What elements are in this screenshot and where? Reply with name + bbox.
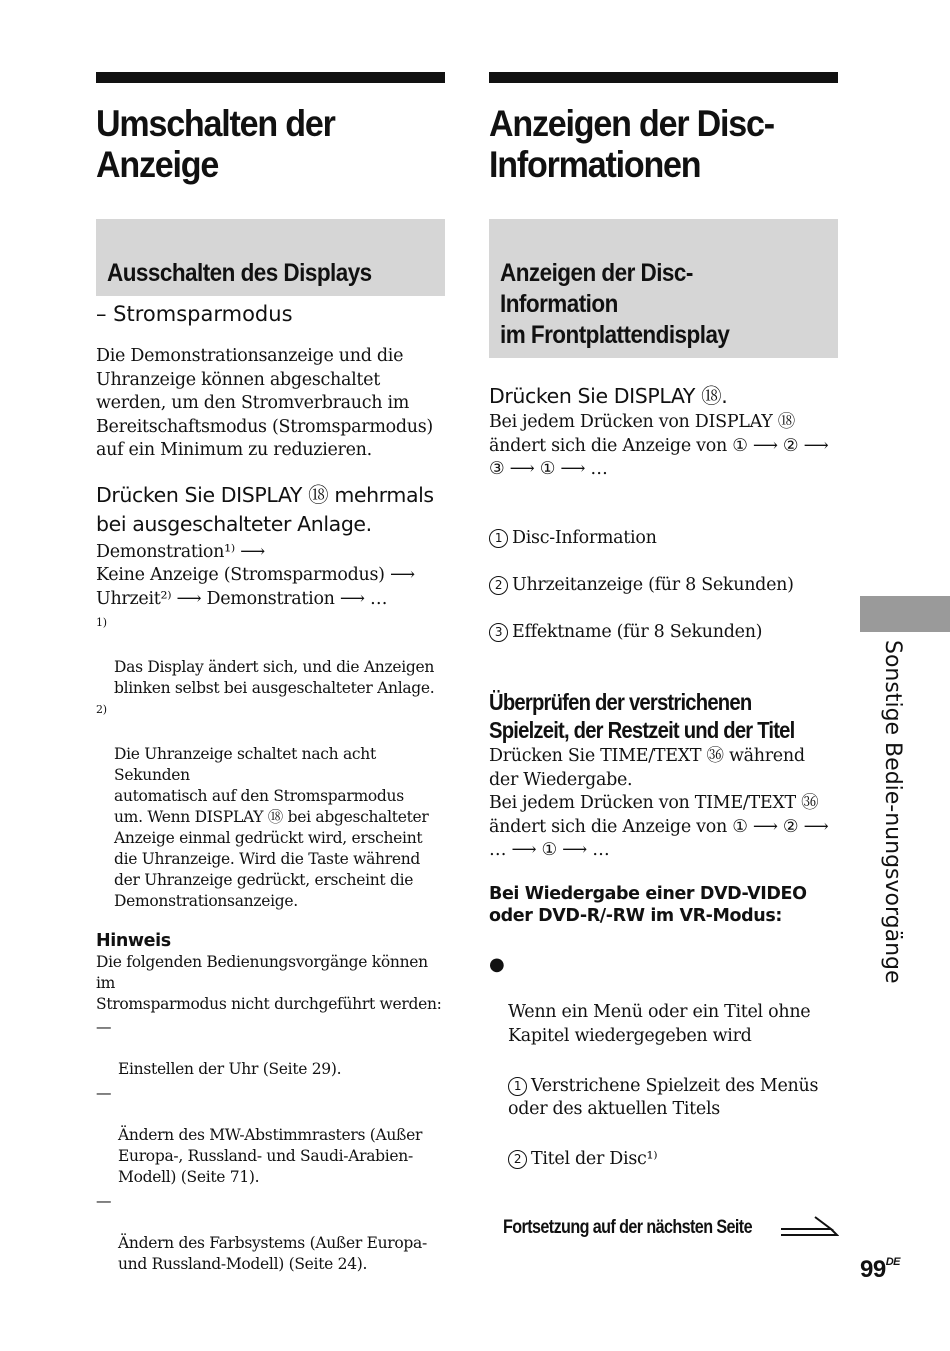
footnote-marker: 1) <box>96 616 107 629</box>
footnote-1 <box>96 615 445 699</box>
continue-arrow-icon <box>779 1215 839 1241</box>
info-item <box>489 574 838 598</box>
circled-number: 2 <box>508 1150 527 1169</box>
dvd-item-text: Titel der Disc¹⁾ <box>531 1149 658 1169</box>
title-rule <box>489 72 838 83</box>
left-section-heading-text: Ausschalten des Displays <box>107 259 372 287</box>
note-block <box>96 952 445 1275</box>
dvd-item <box>489 1075 838 1122</box>
dvd-item-text: Verstrichene Spielzeit des Menüs oder des aktuellen Titels <box>508 1075 819 1119</box>
footnote-text: Die Uhranzeige schaltet nach acht Sekunden automatisch auf den Stromsparmodus um. Wenn DISPLAY ⑱ bei abgeschalteter Anzeige einmal gedrückt wird, erscheint die Uhranzeige. Wird die Taste während der Uhranzeige gedrückt, erscheint die Demonstrationsanzeige. <box>114 745 429 910</box>
left-column <box>96 72 445 1275</box>
info-item-text: Effektname (für 8 Sekunden) <box>512 622 763 642</box>
right-title: Anzeigen der Disc- Informationen <box>489 103 774 185</box>
page-number <box>860 1247 900 1285</box>
dash-marker: — <box>96 1084 112 1102</box>
left-title: Umschalten der Anzeige <box>96 103 335 185</box>
left-footnotes <box>96 615 445 912</box>
left-sequence: Demonstration¹⁾ ⟶ Keine Anzeige (Stromsparmodus) ⟶ Uhrzeit²⁾ ⟶ Demonstration ⟶ … <box>96 541 415 609</box>
note-item-text: Ändern des Farbsystems (Außer Europa- und Russland-Modell) (Seite 24). <box>118 1234 427 1273</box>
continued-label: Fortsetzung auf der nächsten Seite <box>503 1217 752 1238</box>
info-list <box>489 504 838 669</box>
circled-number: 3 <box>489 623 508 642</box>
right-step-desc: Bei jedem Drücken von DISPLAY ⑱ ändert sich die Anzeige von ① ⟶ ② ⟶ ③ ⟶ ① ⟶ … <box>489 412 829 479</box>
info-item-text: Disc-Information <box>512 528 657 548</box>
dvd-bullet-text: Wenn ein Menü oder ein Titel ohne Kapitel wiedergegeben wird <box>508 1002 811 1046</box>
left-intro: Die Demonstrationsanzeige und die Uhranzeige können abgeschaltet werden, um den Stromverbrauch im Bereitschaftsmodus (Stromsparmodus) auf ein Minimum zu reduzieren. <box>96 346 433 460</box>
title-rule <box>96 72 445 83</box>
dvd-item <box>489 1148 838 1172</box>
circled-number: 1 <box>508 1077 527 1096</box>
circled-number: 1 <box>489 529 508 548</box>
dash-marker: — <box>96 1018 112 1036</box>
note-item-text: Einstellen der Uhr (Seite 29). <box>118 1060 342 1078</box>
dash-marker: — <box>96 1192 112 1210</box>
dvd-bullet <box>489 954 838 1048</box>
continued-notice <box>503 1213 843 1243</box>
note-item <box>96 1083 445 1188</box>
dvd-block <box>489 931 838 1196</box>
side-tab-marker <box>860 596 950 632</box>
side-tab-label-text: Sonstige Bedie-nungsvorgänge <box>880 640 905 984</box>
footnote-marker: 2) <box>96 703 107 716</box>
left-section-heading <box>96 219 445 296</box>
dvd-heading: Bei Wiedergabe einer DVD-VIDEO oder DVD-R/-RW im VR-Modus: <box>489 883 807 926</box>
left-section-sub: – Stromsparmodus <box>96 302 293 326</box>
side-tab-label <box>876 640 906 1000</box>
right-step: Drücken Sie DISPLAY ⑱. <box>489 384 728 408</box>
time-desc: Drücken Sie TIME/TEXT ㊱ während der Wiedergabe. Bei jedem Drücken von TIME/TEXT ㊱ ändert sich die Anzeige von ① ⟶ ② ⟶ … ⟶ ① ⟶ … <box>489 746 829 860</box>
note-item <box>96 1191 445 1275</box>
left-step: Drücken Sie DISPLAY ⑱ mehrmals bei ausgeschalteter Anlage. <box>96 482 434 536</box>
right-sub-heading: Überprüfen der verstrichenen Spielzeit, der Restzeit und der Titel <box>489 689 795 743</box>
page-number-value: 99 <box>860 1256 886 1283</box>
note-item <box>96 1017 445 1080</box>
note-item-text: Ändern des MW-Abstimmrasters (Außer Europa-, Russland- und Saudi-Arabien- Modell) (Seite 71). <box>118 1126 423 1186</box>
footnote-text: Das Display ändert sich, und die Anzeigen blinken selbst bei ausgeschalteter Anlage. <box>114 658 435 697</box>
footnote-2 <box>96 702 445 912</box>
right-section-heading-text: Anzeigen der Disc-Information im Frontplattendisplay <box>500 259 730 349</box>
right-column <box>489 72 838 1195</box>
info-item <box>489 527 838 551</box>
circled-number: 2 <box>489 576 508 595</box>
right-section-heading <box>489 219 838 358</box>
info-item-text: Uhrzeitanzeige (für 8 Sekunden) <box>512 575 794 595</box>
note-heading: Hinweis <box>96 931 171 951</box>
page-suffix: DE <box>885 1256 900 1268</box>
bullet-dot-icon: ● <box>489 954 505 975</box>
info-item <box>489 621 838 645</box>
note-intro: Die folgenden Bedienungsvorgänge können im Stromsparmodus nicht durchgeführt werden: <box>96 953 442 1013</box>
